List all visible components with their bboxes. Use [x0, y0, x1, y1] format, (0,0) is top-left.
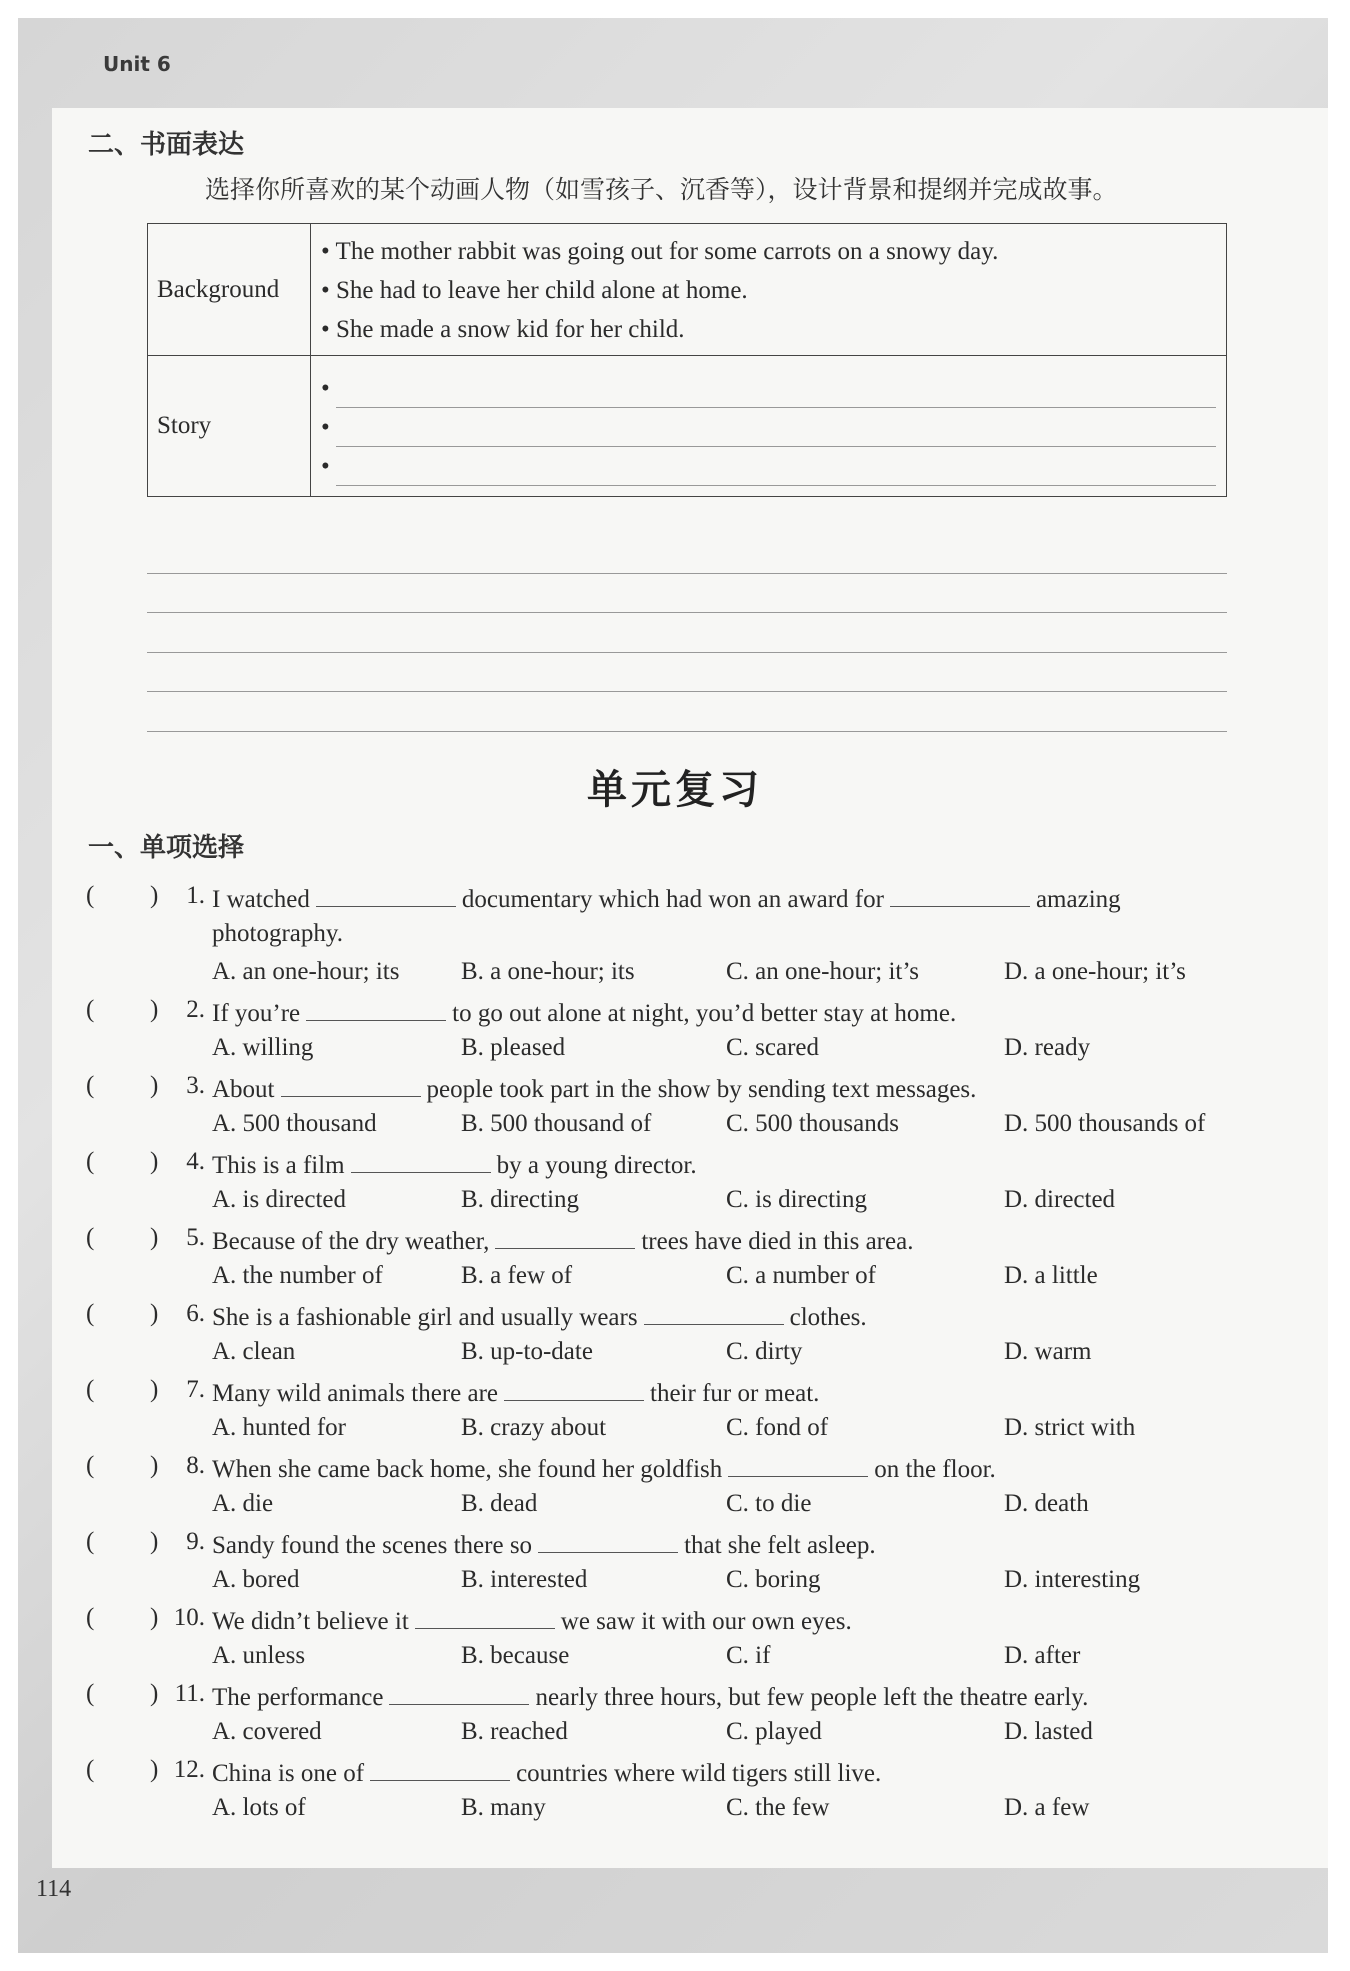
question-stem	[212, 1072, 976, 1104]
unit-label: Unit 6	[103, 52, 171, 76]
stem-text: Sandy found the scenes there so	[212, 1532, 533, 1559]
writing-line[interactable]	[147, 534, 1227, 574]
background-story-table	[147, 223, 1227, 497]
background-item: • The mother rabbit was going out for some carrots on a snowy day.	[321, 238, 999, 265]
option-a[interactable]: A. 500 thousand	[212, 1110, 377, 1137]
option-b[interactable]: B. a one-hour; its	[461, 958, 635, 985]
answer-paren-open[interactable]: (	[86, 1528, 95, 1555]
question-number: 1.	[186, 882, 205, 909]
option-a[interactable]: A. bored	[212, 1566, 300, 1593]
answer-paren-close: )	[150, 1376, 159, 1403]
answer-paren-close: )	[150, 1756, 159, 1783]
question-number: 9.	[186, 1528, 205, 1555]
question-stem	[212, 1224, 913, 1256]
answer-paren-open[interactable]: (	[86, 1072, 95, 1099]
answer-blank[interactable]	[644, 1300, 784, 1325]
option-b[interactable]: B. because	[461, 1642, 570, 1669]
story-bullet: •	[321, 413, 330, 441]
stem-text: clothes.	[789, 1304, 867, 1331]
stem-text: we saw it with our own eyes.	[560, 1608, 852, 1635]
option-d[interactable]: D. a few	[1004, 1794, 1090, 1821]
writing-lines[interactable]	[147, 534, 1227, 732]
option-b[interactable]: B. a few of	[461, 1262, 573, 1289]
answer-paren-open[interactable]: (	[86, 1224, 95, 1251]
question-number: 10.	[173, 1604, 205, 1631]
answer-paren-open[interactable]: (	[86, 1604, 95, 1631]
option-a[interactable]: A. die	[212, 1490, 274, 1517]
stem-text: by a young director.	[496, 1152, 697, 1179]
stem-text: The performance	[212, 1684, 384, 1711]
stem-text: When she came back home, she found her goldfish	[212, 1456, 723, 1483]
answer-paren-close: )	[150, 1452, 159, 1479]
stem-text: She is a fashionable girl and usually wears	[212, 1304, 638, 1331]
option-c[interactable]: C. the few	[726, 1794, 830, 1821]
background-item: • She had to leave her child alone at home.	[321, 277, 748, 304]
stem-text: We didn’t believe it	[212, 1608, 409, 1635]
question-number: 12.	[173, 1756, 205, 1783]
stem-text: countries where wild tigers still live.	[516, 1760, 882, 1787]
question-stem	[212, 1680, 1088, 1712]
review-title: 单元复习	[587, 767, 763, 813]
option-a[interactable]: A. is directed	[212, 1186, 346, 1213]
answer-paren-close: )	[150, 1604, 159, 1631]
question-number: 11.	[174, 1680, 205, 1707]
option-c[interactable]: C. if	[726, 1642, 771, 1669]
question-stem	[212, 1528, 876, 1560]
option-c[interactable]: C. dirty	[726, 1338, 803, 1365]
option-b[interactable]: B. crazy about	[461, 1414, 607, 1441]
option-c[interactable]: C. to die	[726, 1490, 812, 1517]
answer-paren-open[interactable]: (	[86, 882, 95, 909]
answer-paren-open[interactable]: (	[86, 1376, 95, 1403]
background-row	[148, 224, 1227, 356]
answer-paren-open[interactable]: (	[86, 996, 95, 1023]
question-stem	[212, 1604, 852, 1636]
option-c[interactable]: C. a number of	[726, 1262, 876, 1289]
option-d[interactable]: D. after	[1004, 1642, 1081, 1669]
option-a[interactable]: A. unless	[212, 1642, 306, 1669]
answer-paren-open[interactable]: (	[86, 1756, 95, 1783]
answer-paren-close: )	[150, 1072, 159, 1099]
question-number: 8.	[186, 1452, 205, 1479]
option-b[interactable]: B. 500 thousand of	[461, 1110, 652, 1137]
story-label: Story	[148, 356, 311, 497]
option-d[interactable]: D. a one-hour; it’s	[1004, 958, 1186, 985]
answer-blank[interactable]	[281, 1072, 421, 1097]
question-number: 2.	[186, 996, 205, 1023]
answer-paren-close: )	[150, 996, 159, 1023]
answer-paren-close: )	[150, 1224, 159, 1251]
option-c[interactable]: C. an one-hour; it’s	[726, 958, 920, 985]
option-b[interactable]: B. reached	[461, 1718, 568, 1745]
option-d[interactable]: D. directed	[1004, 1186, 1116, 1213]
story-bullet: •	[321, 374, 330, 402]
question-number: 5.	[186, 1224, 205, 1251]
stem-text: that she felt asleep.	[684, 1532, 876, 1559]
option-a[interactable]: A. lots of	[212, 1794, 306, 1821]
stem-text: Many wild animals there are	[212, 1380, 499, 1407]
answer-blank[interactable]	[370, 1756, 510, 1781]
background-item: • She made a snow kid for her child.	[321, 316, 685, 343]
option-d[interactable]: D. lasted	[1004, 1718, 1093, 1745]
background-label: Background	[148, 224, 311, 356]
option-c[interactable]: C. fond of	[726, 1414, 829, 1441]
answer-paren-open[interactable]: (	[86, 1148, 95, 1175]
answer-paren-open[interactable]: (	[86, 1300, 95, 1327]
answer-blank[interactable]	[316, 882, 456, 907]
question-stem	[212, 1376, 819, 1408]
answer-blank[interactable]	[538, 1528, 678, 1553]
option-a[interactable]: A. clean	[212, 1338, 296, 1365]
story-line[interactable]	[321, 369, 1216, 408]
writing-section-title: 二、书面表达	[88, 130, 245, 160]
writing-line[interactable]	[147, 692, 1227, 732]
writing-line[interactable]	[147, 613, 1227, 653]
option-a[interactable]: A. hunted for	[212, 1414, 346, 1441]
story-row	[148, 356, 1227, 497]
option-b[interactable]: B. dead	[461, 1490, 538, 1517]
option-d[interactable]: D. strict with	[1004, 1414, 1136, 1441]
question-stem	[212, 1452, 996, 1484]
option-d[interactable]: D. a little	[1004, 1262, 1098, 1289]
option-c[interactable]: C. scared	[726, 1034, 820, 1061]
story-line[interactable]	[321, 408, 1216, 447]
page-number: 114	[36, 1876, 72, 1902]
stem-text: to go out alone at night, you’d better stay at home.	[452, 1000, 957, 1027]
answer-paren-close: )	[150, 1300, 159, 1327]
option-a[interactable]: A. the number of	[212, 1262, 383, 1289]
stem-text: people took part in the show by sending text messages.	[426, 1076, 977, 1103]
question-number: 4.	[186, 1148, 205, 1175]
question-continuation: photography.	[212, 920, 343, 947]
answer-blank[interactable]	[306, 996, 446, 1021]
review-section-title: 一、单项选择	[88, 833, 245, 863]
writing-instruction: 选择你所喜欢的某个动画人物（如雪孩子、沉香等），设计背景和提纲并完成故事。	[205, 175, 1118, 204]
question-stem	[212, 882, 1121, 914]
answer-blank[interactable]	[389, 1680, 529, 1705]
answer-blank[interactable]	[890, 882, 1030, 907]
option-b[interactable]: B. interested	[461, 1566, 588, 1593]
option-a[interactable]: A. an one-hour; its	[212, 958, 400, 985]
option-d[interactable]: D. warm	[1004, 1338, 1092, 1365]
option-c[interactable]: C. boring	[726, 1566, 821, 1593]
answer-paren-open[interactable]: (	[86, 1452, 95, 1479]
option-b[interactable]: B. up-to-date	[461, 1338, 593, 1365]
question-stem	[212, 996, 956, 1028]
answer-paren-close: )	[150, 1680, 159, 1707]
stem-text: amazing	[1035, 886, 1121, 913]
answer-blank[interactable]	[415, 1604, 555, 1629]
answer-paren-close: )	[150, 882, 159, 909]
stem-text: If you’re	[212, 1000, 301, 1027]
question-stem	[212, 1300, 867, 1332]
option-b[interactable]: B. directing	[461, 1186, 580, 1213]
question-stem	[212, 1756, 881, 1788]
option-d[interactable]: D. interesting	[1004, 1566, 1141, 1593]
writing-line[interactable]	[147, 653, 1227, 693]
writing-line[interactable]	[147, 574, 1227, 614]
question-number: 7.	[186, 1376, 205, 1403]
option-c[interactable]: C. played	[726, 1718, 822, 1745]
option-d[interactable]: D. death	[1004, 1490, 1089, 1517]
option-b[interactable]: B. many	[461, 1794, 546, 1821]
option-c[interactable]: C. 500 thousands	[726, 1110, 899, 1137]
story-bullet: •	[321, 452, 330, 480]
option-a[interactable]: A. willing	[212, 1034, 314, 1061]
answer-paren-open[interactable]: (	[86, 1680, 95, 1707]
stem-text: China is one of	[212, 1760, 365, 1787]
stem-text: their fur or meat.	[650, 1380, 820, 1407]
option-a[interactable]: A. covered	[212, 1718, 322, 1745]
question-number: 3.	[186, 1072, 205, 1099]
option-c[interactable]: C. is directing	[726, 1186, 867, 1213]
answer-blank[interactable]	[351, 1148, 491, 1173]
stem-text: documentary which had won an award for	[461, 886, 884, 913]
stem-text: This is a film	[212, 1152, 345, 1179]
answer-blank[interactable]	[495, 1224, 635, 1249]
option-d[interactable]: D. ready	[1004, 1034, 1091, 1061]
stem-text: on the floor.	[874, 1456, 996, 1483]
stem-text: About	[212, 1076, 275, 1103]
option-d[interactable]: D. 500 thousands of	[1004, 1110, 1206, 1137]
stem-text: Because of the dry weather,	[212, 1228, 490, 1255]
stem-text: nearly three hours, but few people left the theatre early.	[535, 1684, 1089, 1711]
question-stem	[212, 1148, 697, 1180]
answer-blank[interactable]	[504, 1376, 644, 1401]
story-line[interactable]	[321, 447, 1216, 486]
background-content	[311, 224, 1227, 356]
stem-text: I watched	[212, 886, 310, 913]
story-content	[311, 356, 1227, 497]
answer-paren-close: )	[150, 1528, 159, 1555]
answer-blank[interactable]	[728, 1452, 868, 1477]
question-number: 6.	[186, 1300, 205, 1327]
stem-text: trees have died in this area.	[641, 1228, 914, 1255]
option-b[interactable]: B. pleased	[461, 1034, 566, 1061]
answer-paren-close: )	[150, 1148, 159, 1175]
